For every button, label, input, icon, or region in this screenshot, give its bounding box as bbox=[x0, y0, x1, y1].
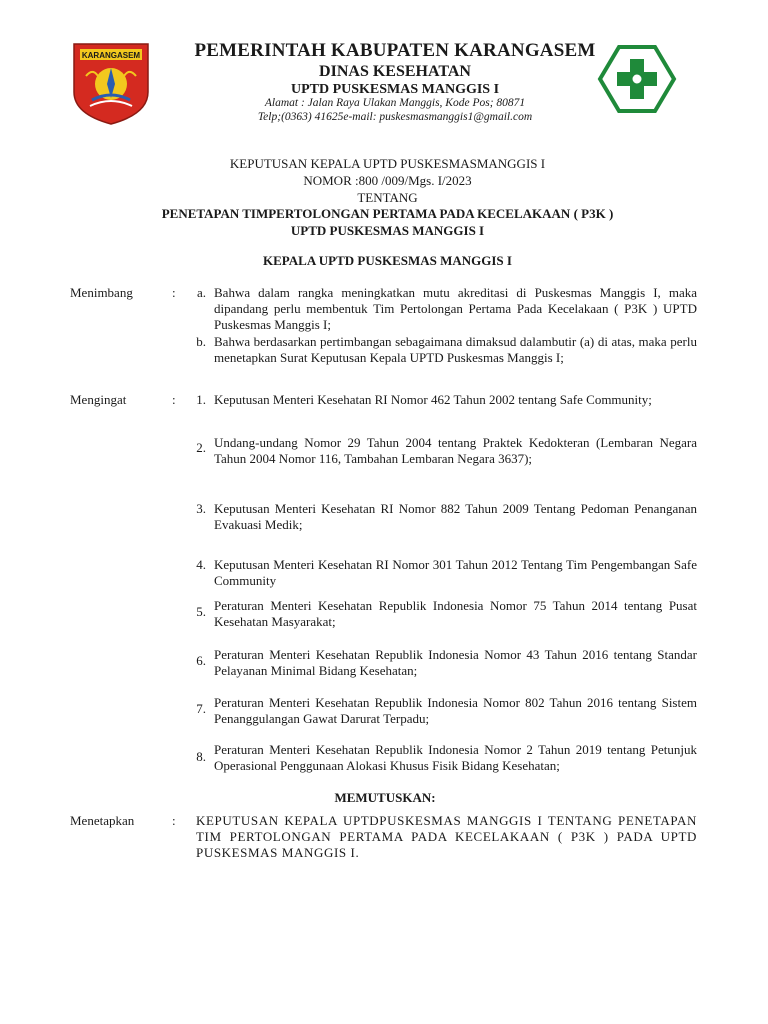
menetapkan-colon: : bbox=[172, 813, 176, 828]
mengingat-marker: 7. bbox=[196, 701, 206, 716]
mengingat-item: Keputusan Menteri Kesehatan RI Nomor 301 Tahun 2012 Tentang Tim Pengembangan Safe Community bbox=[214, 557, 697, 588]
mengingat-item: Peraturan Menteri Kesehatan Republik Indonesia Nomor 2 Tahun 2019 tentang Petunjuk Operasional Penggunaan Alokasi Khusus Fisik Bidang Kesehatan; bbox=[214, 742, 697, 773]
mengingat-colon: : bbox=[172, 392, 176, 407]
menimbang-marker: a. bbox=[196, 285, 206, 300]
mengingat-marker: 3. bbox=[196, 501, 206, 516]
menetapkan-text: KEPUTUSAN KEPALA UPTDPUSKESMAS MANGGIS I TENTANG PENETAPAN TIM PERTOLONGAN PERTAMA PADA KECELAKAAN ( P3K ) PADA UPTD PUSKESMAS MANGGIS I. bbox=[196, 813, 697, 860]
decree-about: TENTANG bbox=[357, 190, 418, 205]
mengingat-marker: 8. bbox=[196, 749, 206, 764]
menimbang-item: Bahwa dalam rangka meningkatkan mutu akreditasi di Puskesmas Manggis I, maka dipandang perlu membentuk Tim Pertolongan Pertama Pada Kecelakaan ( P3K ) UPTD Puskesmas Manggis I; bbox=[214, 285, 697, 332]
menimbang-item: Bahwa berdasarkan pertimbangan sebagaimana dimaksud dalambutir (a) di atas, maka perlu menetapkan Surat Keputusan Kepala UPTD Puskesmas Manggis I; bbox=[214, 334, 697, 365]
letterhead-government: PEMERINTAH KABUPATEN KARANGASEM bbox=[194, 40, 596, 61]
karangasem-emblem bbox=[70, 40, 152, 126]
mengingat-marker: 6. bbox=[196, 653, 206, 668]
mengingat-item: Keputusan Menteri Kesehatan RI Nomor 882 Tahun 2009 Tentang Pedoman Penanganan Evakuasi Medik; bbox=[214, 501, 697, 532]
memutuskan-heading: MEMUTUSKAN: bbox=[334, 790, 436, 805]
letterhead-address: Alamat : Jalan Raya Ulakan Manggis, Kode Pos; 80871 bbox=[264, 97, 526, 109]
decree-subject-unit: UPTD PUSKESMAS MANGGIS I bbox=[290, 223, 485, 238]
mengingat-label: Mengingat bbox=[70, 392, 127, 407]
decree-title: KEPUTUSAN KEPALA UPTD PUSKESMASMANGGIS I bbox=[229, 156, 546, 171]
letterhead-contact: Telp;(0363) 41625e-mail: puskesmasmanggis1@gmail.com bbox=[257, 111, 533, 123]
emblem-label: KARANGASEM bbox=[81, 51, 141, 60]
decree-subject: PENETAPAN TIMPERTOLONGAN PERTAMA PADA KECELAKAAN ( P3K ) bbox=[161, 206, 614, 221]
mengingat-marker: 5. bbox=[196, 604, 206, 619]
letterhead-unit: UPTD PUSKESMAS MANGGIS I bbox=[290, 82, 500, 97]
mengingat-item: Keputusan Menteri Kesehatan RI Nomor 462 Tahun 2002 tentang Safe Community; bbox=[214, 392, 652, 407]
mengingat-marker: 2. bbox=[196, 440, 206, 455]
menimbang-label: Menimbang bbox=[70, 285, 133, 300]
decree-number: NOMOR :800 /009/Mgs. I/2023 bbox=[303, 173, 472, 188]
menetapkan-label: Menetapkan bbox=[70, 813, 135, 828]
decree-issuer: KEPALA UPTD PUSKESMAS MANGGIS I bbox=[263, 253, 512, 268]
mengingat-item: Undang-undang Nomor 29 Tahun 2004 tentang Praktek Kedokteran (Lembaran Negara Tahun 2004 Nomor 116, Tambahan Lembaran Negara 3637); bbox=[214, 435, 697, 466]
letterhead-department: DINAS KESEHATAN bbox=[319, 63, 471, 80]
mengingat-item: Peraturan Menteri Kesehatan Republik Indonesia Nomor 802 Tahun 2016 tentang Sistem Penanggulangan Gawat Darurat Terpadu; bbox=[214, 695, 697, 726]
mengingat-marker: 1. bbox=[196, 392, 206, 407]
mengingat-item: Peraturan Menteri Kesehatan Republik Indonesia Nomor 75 Tahun 2014 tentang Pusat Kesehatan Masyarakat; bbox=[214, 598, 697, 629]
mengingat-item: Peraturan Menteri Kesehatan Republik Indonesia Nomor 43 Tahun 2016 tentang Standar Pelayanan Minimal Bidang Kesehatan; bbox=[214, 647, 697, 678]
mengingat-marker: 4. bbox=[196, 557, 206, 572]
menimbang-marker: b. bbox=[196, 334, 206, 349]
menimbang-colon: : bbox=[172, 285, 176, 300]
